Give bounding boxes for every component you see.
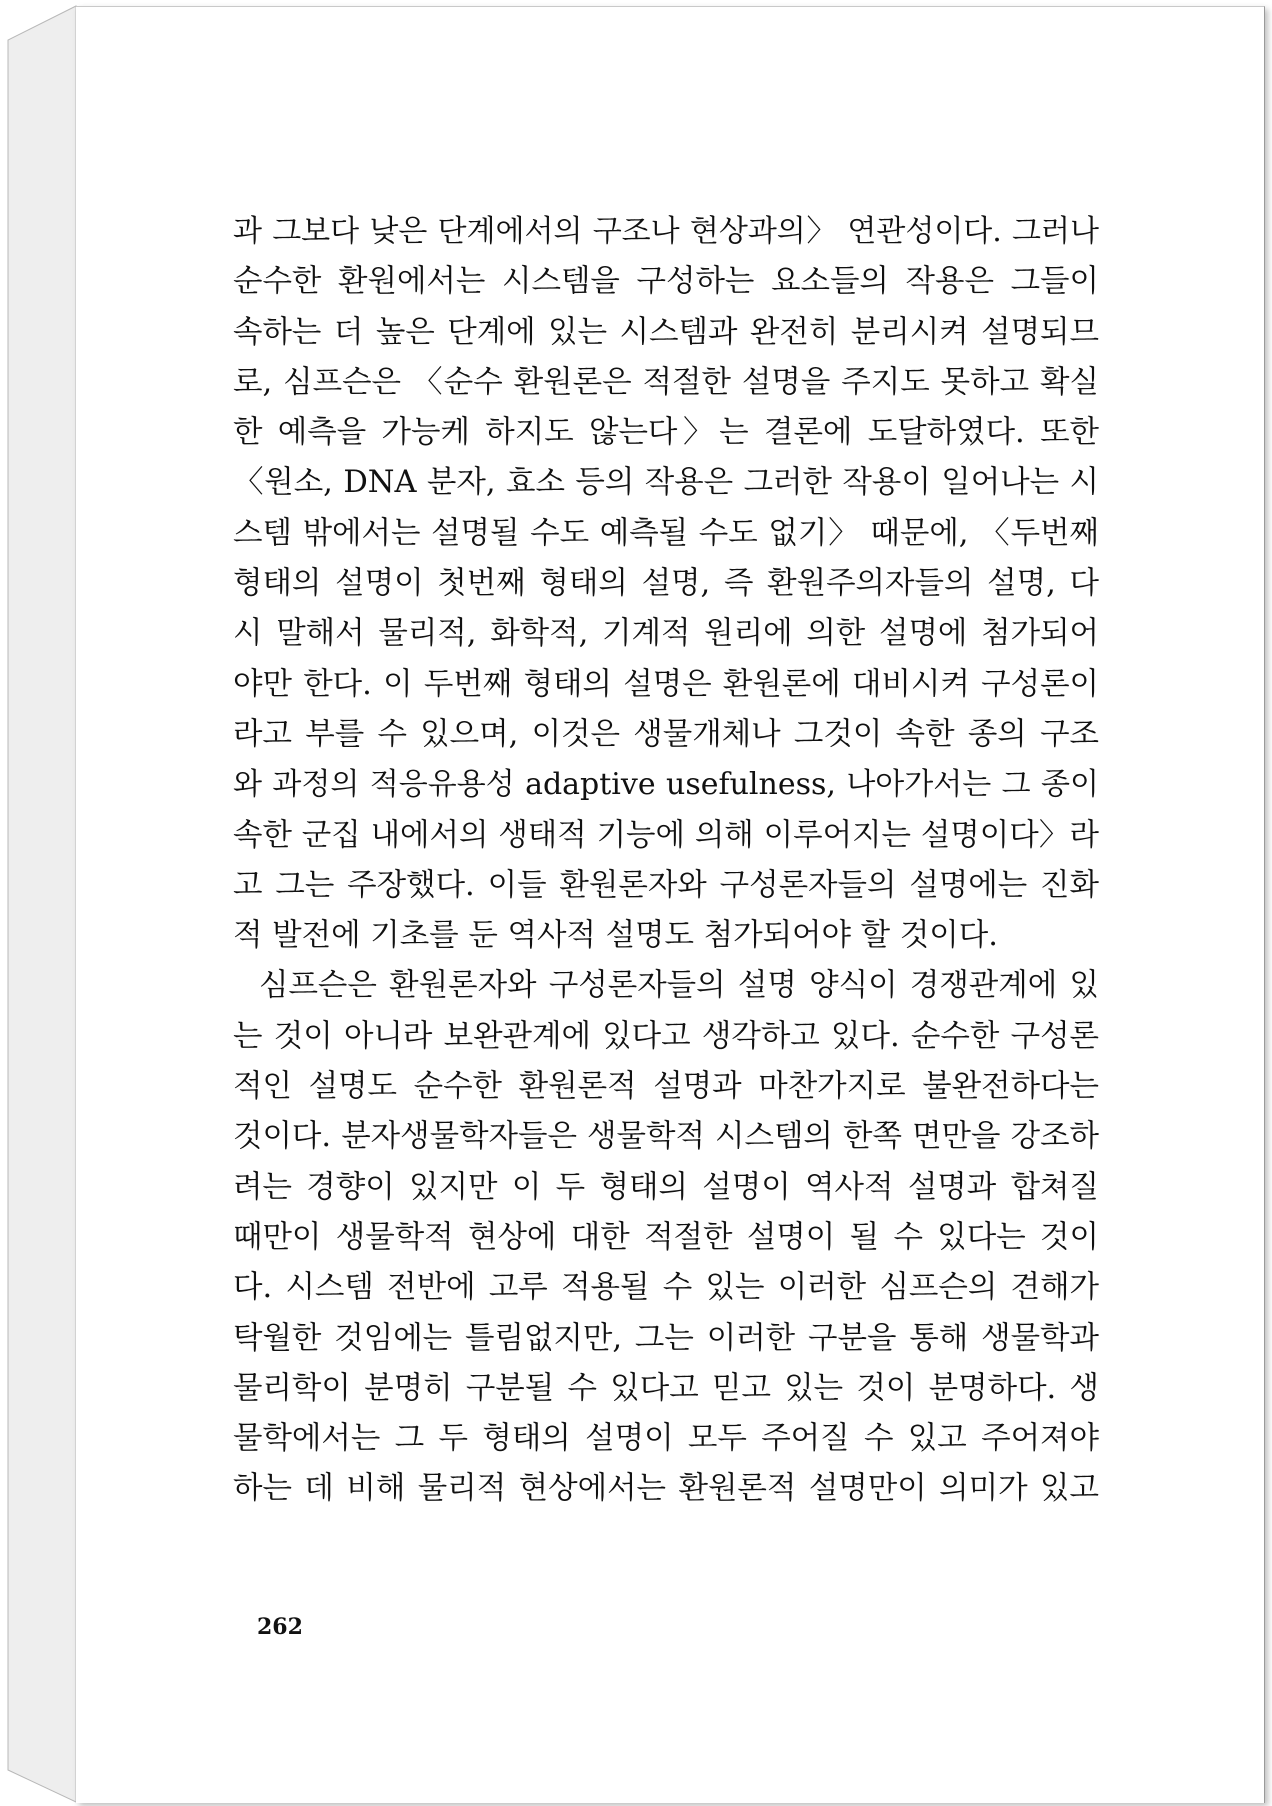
text-line: 라고 부를 수 있으며, 이것은 생물개체나 그것이 속한 종의 구조: [233, 716, 1099, 752]
text-line: 물학에서는 그 두 형태의 설명이 모두 주어질 수 있고 주어져야: [233, 1421, 1099, 1457]
text-line: 하는 데 비해 물리적 현상에서는 환원론적 설명만이 의미가 있고: [233, 1471, 1099, 1507]
body-text: [233, 207, 1099, 1515]
text-line: 속하는 더 높은 단계에 있는 시스템과 완전히 분리시켜 설명되므: [233, 314, 1099, 350]
text-line: 야만 한다. 이 두번째 형태의 설명은 환원론에 대비시켜 구성론이: [233, 666, 1099, 702]
text-line: 형태의 설명이 첫번째 형태의 설명, 즉 환원주의자들의 설명, 다: [233, 566, 1099, 602]
text-line: 와 과정의 적응유용성 adaptive usefulness, 나아가서는 그 종이: [233, 767, 1099, 803]
text-line: 고 그는 주장했다. 이들 환원론자와 구성론자들의 설명에는 진화: [233, 867, 1099, 903]
text-line: 순수한 환원에서는 시스템을 구성하는 요소들의 작용은 그들이: [233, 264, 1099, 300]
text-line: 려는 경향이 있지만 이 두 형태의 설명이 역사적 설명과 합쳐질: [233, 1169, 1099, 1205]
text-line: 스템 밖에서는 설명될 수도 예측될 수도 없기〉 때문에, 〈두번째: [233, 515, 1099, 551]
text-line: 시 말해서 물리적, 화학적, 기계적 원리에 의한 설명에 첨가되어: [233, 616, 1099, 652]
paragraph-2: [233, 961, 1099, 1514]
text-line: 심프슨은 환원론자와 구성론자들의 설명 양식이 경쟁관계에 있: [259, 968, 1099, 1004]
text-line: 적 발전에 기초를 둔 역사적 설명도 첨가되어야 할 것이다.: [233, 918, 998, 954]
text-line: 다. 시스템 전반에 고루 적용될 수 있는 이러한 심프슨의 견해가: [233, 1270, 1099, 1306]
text-line: 는 것이 아니라 보완관계에 있다고 생각하고 있다. 순수한 구성론: [233, 1018, 1099, 1054]
text-line: 과 그보다 낮은 단계에서의 구조나 현상과의〉 연관성이다. 그러나: [233, 214, 1099, 249]
text-line: 물리학이 분명히 구분될 수 있다고 믿고 있는 것이 분명하다. 생: [233, 1370, 1099, 1406]
text-line: 로, 심프슨은 〈순수 환원론은 적절한 설명을 주지도 못하고 확실: [233, 364, 1099, 400]
text-line: 때만이 생물학적 현상에 대한 적절한 설명이 될 수 있다는 것이: [233, 1219, 1099, 1255]
paragraph-1: [233, 207, 1099, 961]
text-line: 〈원소, DNA 분자, 효소 등의 작용은 그러한 작용이 일어나는 시: [233, 465, 1099, 501]
text-line: 한 예측을 가능케 하지도 않는다〉는 결론에 도달하였다. 또한: [233, 415, 1099, 451]
page-number: 262: [257, 1614, 303, 1640]
text-line: 탁월한 것임에는 틀림없지만, 그는 이러한 구분을 통해 생물학과: [233, 1320, 1099, 1356]
text-line: 속한 군집 내에서의 생태적 기능에 의해 이루어지는 설명이다〉라: [233, 817, 1099, 853]
text-line: 것이다. 분자생물학자들은 생물학적 시스템의 한쪽 면만을 강조하: [233, 1119, 1099, 1155]
text-line: 적인 설명도 순수한 환원론적 설명과 마찬가지로 불완전하다는: [233, 1069, 1099, 1105]
